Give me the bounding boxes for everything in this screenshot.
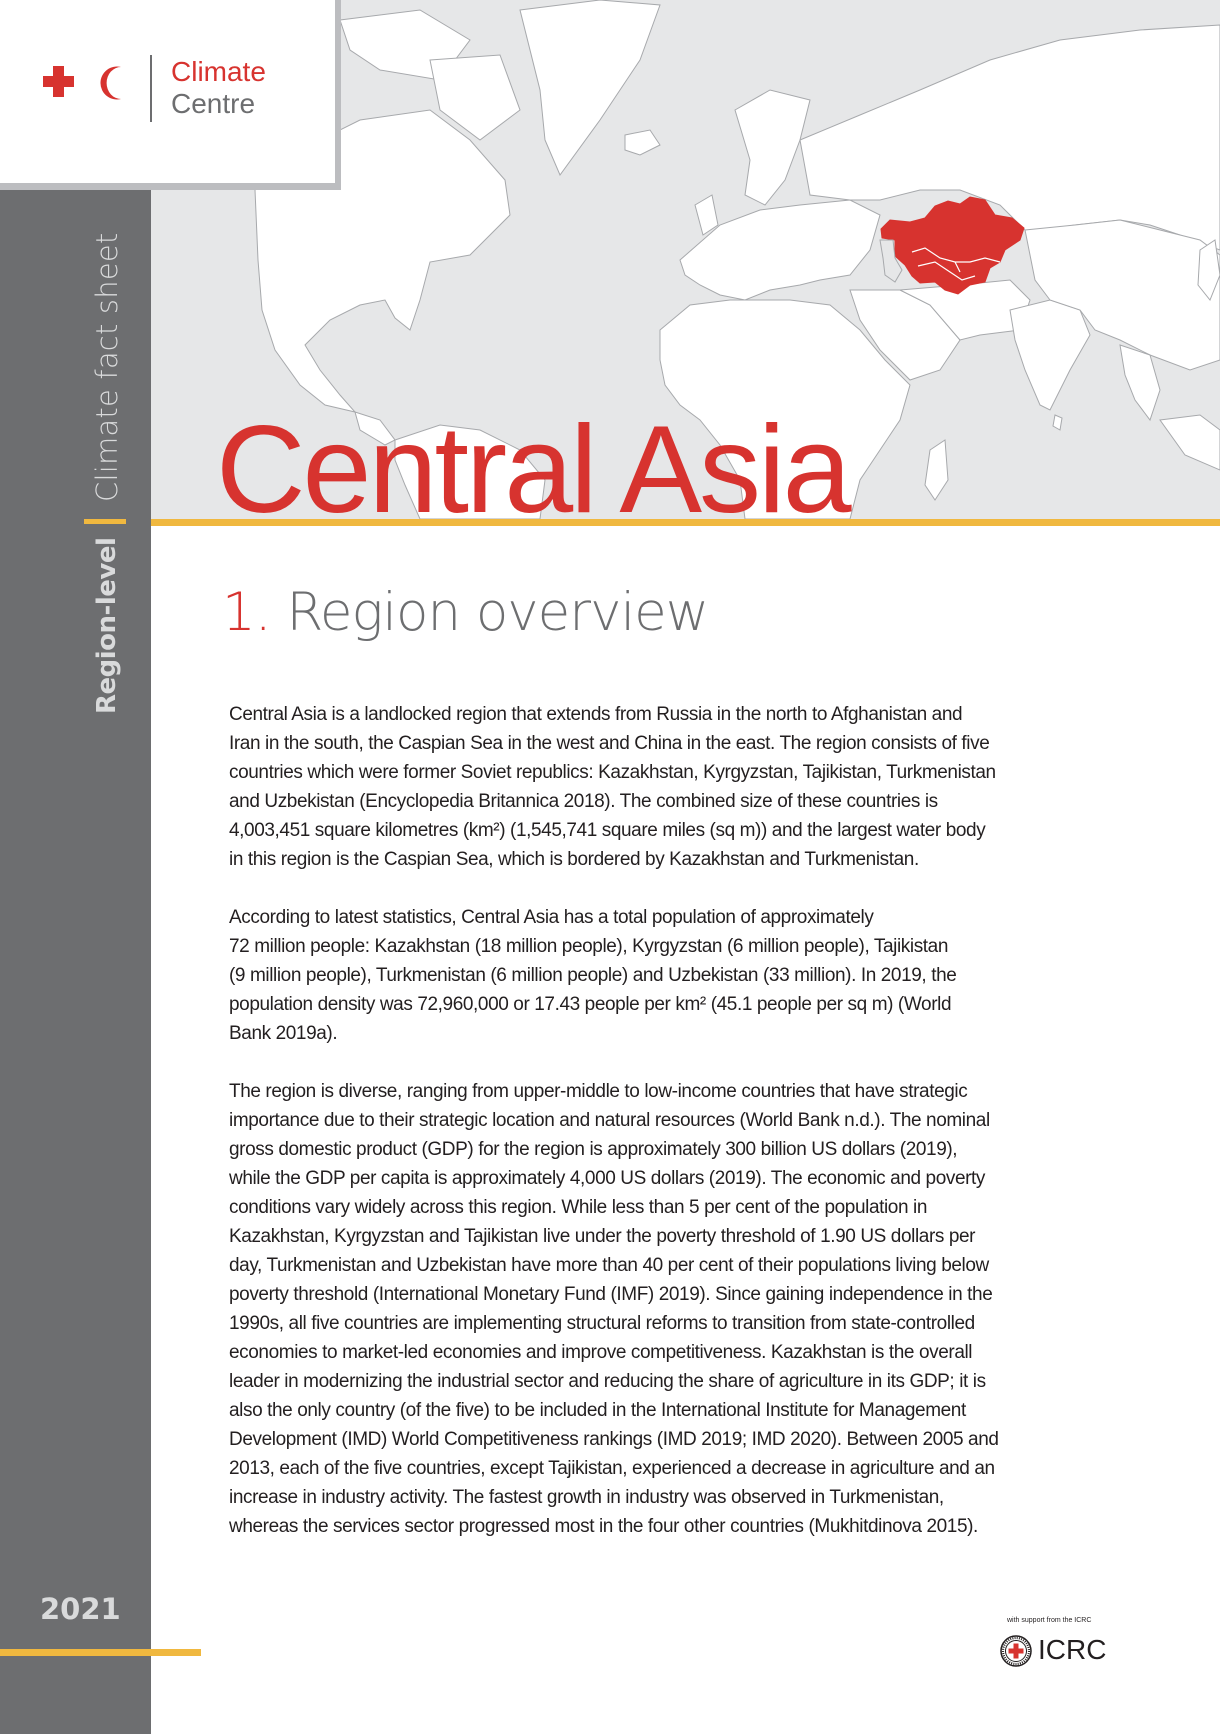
icrc-wordmark: ICRC bbox=[1038, 1634, 1107, 1665]
text-line: 1990s, all five countries are implementing structural reforms to transition from state-controlled bbox=[229, 1313, 975, 1334]
text-line: conditions vary widely across this region. While less than 5 per cent of the population in bbox=[229, 1197, 928, 1218]
logo-wordmark bbox=[171, 56, 266, 120]
logo-line-centre: Centre bbox=[171, 88, 256, 119]
logo-divider bbox=[150, 55, 152, 122]
text-line: also the only country (of the five) to be included in the International Institute for Management bbox=[229, 1400, 966, 1421]
text-line: Iran in the south, the Caspian Sea in the west and China in the east. The region consists of five bbox=[229, 733, 990, 754]
text-line: 72 million people: Kazakhstan (18 million people), Kyrgyzstan (6 million people), Tajikistan bbox=[229, 936, 949, 957]
text-line: day, Turkmenistan and Uzbekistan have more than 40 per cent of their populations living below bbox=[229, 1255, 989, 1276]
icrc-support-note: with support from the ICRC bbox=[1007, 1617, 1092, 1624]
text-line: According to latest statistics, Central Asia has a total population of approximately bbox=[229, 907, 874, 928]
text-line: Central Asia is a landlocked region that extends from Russia in the north to Afghanistan and bbox=[229, 704, 963, 725]
text-line: while the GDP per capita is approximately 4,000 US dollars (2019). The economic and poverty bbox=[229, 1168, 986, 1189]
text-line: population density was 72,960,000 or 17.43 people per km² (45.1 people per sq m) (World bbox=[229, 994, 952, 1015]
text-line: whereas the services sector progressed most in the four other countries (Mukhitdinova 2015). bbox=[229, 1516, 978, 1537]
page-title: Central Asia bbox=[216, 401, 849, 539]
section-heading bbox=[222, 578, 708, 648]
text-line: and Uzbekistan (Encyclopedia Britannica 2018). The combined size of these countries is bbox=[229, 791, 938, 812]
sidebar-level-label: Region-level bbox=[92, 537, 122, 714]
climate-centre-logo bbox=[0, 0, 341, 190]
text-line: in this region is the Caspian Sea, which is bordered by Kazakhstan and Turkmenistan. bbox=[229, 849, 919, 870]
text-line: importance due to their strategic location and natural resources (World Bank n.d.). The nominal bbox=[229, 1110, 990, 1131]
paragraph-economy bbox=[229, 1077, 1089, 1541]
sidebar-series-label: Climate fact sheet bbox=[90, 232, 124, 502]
sidebar-year: 2021 bbox=[40, 1592, 121, 1626]
text-line: gross domestic product (GDP) for the region is approximately 300 billion US dollars (2019), bbox=[229, 1139, 958, 1160]
central-asia-highlight bbox=[881, 197, 1024, 294]
footer-gold-rule bbox=[0, 1649, 201, 1656]
red-cross-icon bbox=[43, 66, 74, 97]
red-crescent-icon bbox=[97, 66, 131, 100]
text-line: Bank 2019a). bbox=[229, 1023, 338, 1044]
paragraph-geography bbox=[229, 700, 1089, 874]
text-line: The region is diverse, ranging from upper-middle to low-income countries that have strategic bbox=[229, 1081, 968, 1102]
text-line: (9 million people), Turkmenistan (6 million people) and Uzbekistan (33 million). In 2019, the bbox=[229, 965, 957, 986]
icrc-emblem-icon bbox=[1000, 1635, 1032, 1667]
logo-line-climate: Climate bbox=[171, 56, 266, 87]
text-line: increase in industry activity. The fastest growth in industry was observed in Turkmenistan, bbox=[229, 1487, 944, 1508]
section-title: Region overview bbox=[286, 582, 709, 643]
paragraph-population bbox=[229, 903, 1089, 1048]
body-text bbox=[229, 700, 1089, 1570]
text-line: 2013, each of the five countries, except Tajikistan, experienced a decrease in agriculture and an bbox=[229, 1458, 995, 1479]
section-number: 1. bbox=[222, 582, 271, 643]
text-line: 4,003,451 square kilometres (km²) (1,545,741 square miles (sq m)) and the largest water body bbox=[229, 820, 986, 841]
sidebar bbox=[0, 190, 151, 1734]
text-line: Development (IMD) World Competitiveness rankings (IMD 2019; IMD 2020). Between 2005 and bbox=[229, 1429, 999, 1450]
sidebar-separator bbox=[84, 519, 126, 524]
text-line: economies to market-led economies and improve competitiveness. Kazakhstan is the overall bbox=[229, 1342, 973, 1363]
text-line: Kazakhstan, Kyrgyzstan and Tajikistan live under the poverty threshold of 1.90 US dollars per bbox=[229, 1226, 976, 1247]
text-line: countries which were former Soviet republics: Kazakhstan, Kyrgyzstan, Tajikistan, Turkmenistan bbox=[229, 762, 996, 783]
text-line: leader in modernizing the industrial sector and reducing the share of agriculture in its GDP; it is bbox=[229, 1371, 986, 1392]
text-line: poverty threshold (International Monetary Fund (IMF) 2019). Since gaining independence in the bbox=[229, 1284, 993, 1305]
